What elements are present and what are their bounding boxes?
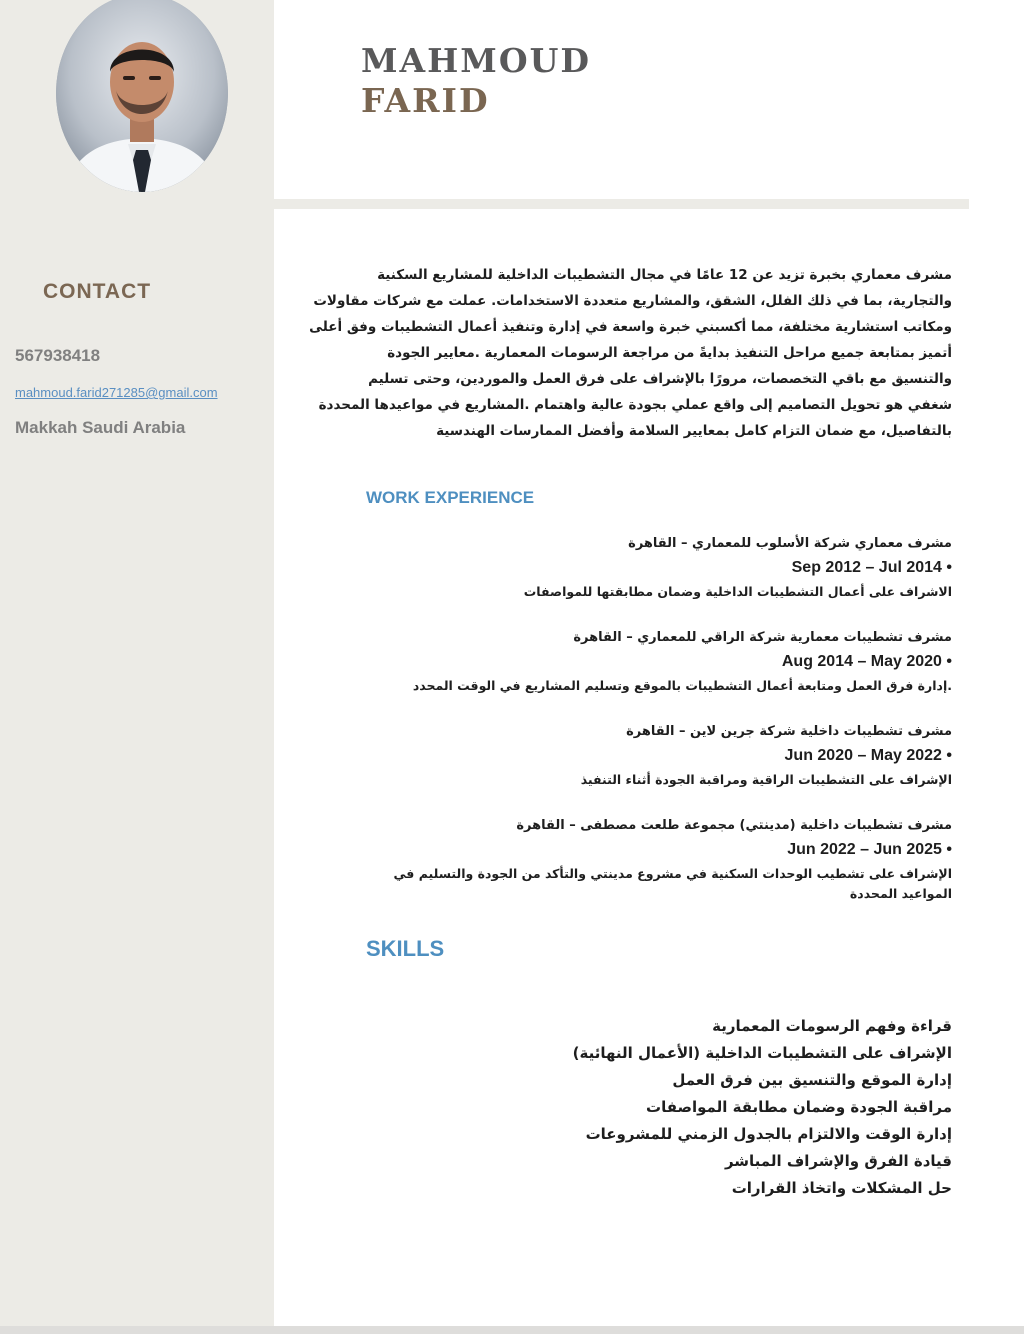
job-description: الإشراف على تشطيب الوحدات السكنية في مشروع مدينتي والتأكد من الجودة والتسليم في المواعيد المحددة bbox=[393, 866, 952, 901]
skill-item: قراءة وفهم الرسومات المعمارية bbox=[712, 1017, 952, 1035]
email-link[interactable]: mahmoud.farid271285@gmail.com bbox=[15, 385, 218, 400]
skills-list bbox=[560, 1013, 952, 1202]
job-dates: Aug 2014 – May 2020 • bbox=[781, 653, 952, 670]
job-entry bbox=[360, 534, 952, 602]
professional-summary bbox=[309, 262, 952, 444]
summary-line: ومكاتب استشارية مختلفة، مما أكسبني خبرة واسعة في إدارة وتنفيذ أعمال التشطيبات وفق أعلى bbox=[309, 319, 952, 335]
job-dates: Jun 2022 – Jun 2025 • bbox=[787, 841, 952, 858]
work-experience-heading: WORK EXPERIENCE bbox=[366, 488, 535, 507]
job-title: مشرف تشطيبات معمارية شركة الراقي للمعماري – القاهرة bbox=[573, 630, 952, 645]
summary-line: أتميز بمتابعة جميع مراحل التنفيذ بدايةً من مراجعة الرسومات المعمارية .معايير الجودة bbox=[387, 345, 952, 361]
bottom-edge-band bbox=[0, 1326, 1024, 1334]
skill-item: مراقبة الجودة وضمان مطابقة المواصفات bbox=[646, 1098, 952, 1116]
summary-line: شغفي هو تحويل التصاميم إلى واقع عملي بجودة عالية واهتمام .المشاريع في مواعيدها المحددة bbox=[318, 397, 952, 413]
job-entry bbox=[360, 628, 952, 696]
location: Makkah Saudi Arabia bbox=[15, 418, 186, 437]
job-title: مشرف معماري شركة الأسلوب للمعماري – القاهرة bbox=[628, 536, 952, 551]
summary-line: بالتفاصيل، مع ضمان التزام كامل بمعايير السلامة وأفضل الممارسات الهندسية bbox=[436, 423, 952, 439]
sidebar bbox=[0, 0, 274, 1334]
last-name: FARID bbox=[361, 81, 490, 120]
skill-item: قيادة الفرق والإشراف المباشر bbox=[724, 1152, 952, 1170]
job-dates: Jun 2020 – May 2022 • bbox=[784, 747, 952, 764]
summary-line: والتنسيق مع باقي التخصصات، مرورًا بالإشراف على فرق العمل والموردين، وحتى تسليم bbox=[368, 371, 952, 387]
job-entry bbox=[360, 816, 952, 904]
job-description: الاشراف على أعمال التشطيبات الداخلية وضمان مطابقتها للمواصفات bbox=[523, 584, 952, 599]
job-entry bbox=[360, 722, 952, 790]
first-name: MAHMOUD bbox=[361, 41, 591, 80]
job-title: مشرف تشطيبات داخلية (مدينتي) مجموعة طلعت مصطفى – القاهرة bbox=[516, 818, 952, 833]
summary-line: والتجارية، بما في ذلك الفلل، الشقق، والمشاريع متعددة الاستخدامات. عملت مع شركات مقاولات bbox=[313, 293, 952, 309]
skill-item: حل المشكلات واتخاذ القرارات bbox=[731, 1179, 952, 1197]
skills-heading: SKILLS bbox=[366, 936, 445, 961]
job-title: مشرف تشطيبات داخلية شركة جرين لاين – القاهرة bbox=[626, 724, 952, 739]
profile-photo bbox=[56, 0, 228, 192]
job-dates: Sep 2012 – Jul 2014 • bbox=[791, 559, 952, 576]
skill-item: إدارة الوقت والالتزام بالجدول الزمني للمشروعات bbox=[585, 1125, 952, 1143]
job-description: الإشراف على التشطيبات الراقية ومراقبة الجودة أثناء التنفيذ bbox=[580, 772, 952, 787]
job-description: .إدارة فرق العمل ومتابعة أعمال التشطيبات بالموقع وتسليم المشاريع في الوقت المحدد bbox=[412, 678, 952, 693]
skill-item: الإشراف على التشطيبات الداخلية (الأعمال النهائية) bbox=[572, 1044, 952, 1062]
header-divider-band bbox=[274, 199, 969, 209]
contact-heading: CONTACT bbox=[43, 280, 152, 303]
skill-item: إدارة الموقع والتنسيق بين فرق العمل bbox=[672, 1071, 952, 1089]
summary-line: مشرف معماري بخبرة تزيد عن 12 عامًا في مجال التشطيبات الداخلية للمشاريع السكنية bbox=[377, 267, 952, 283]
phone-number: 567938418 bbox=[15, 346, 101, 365]
